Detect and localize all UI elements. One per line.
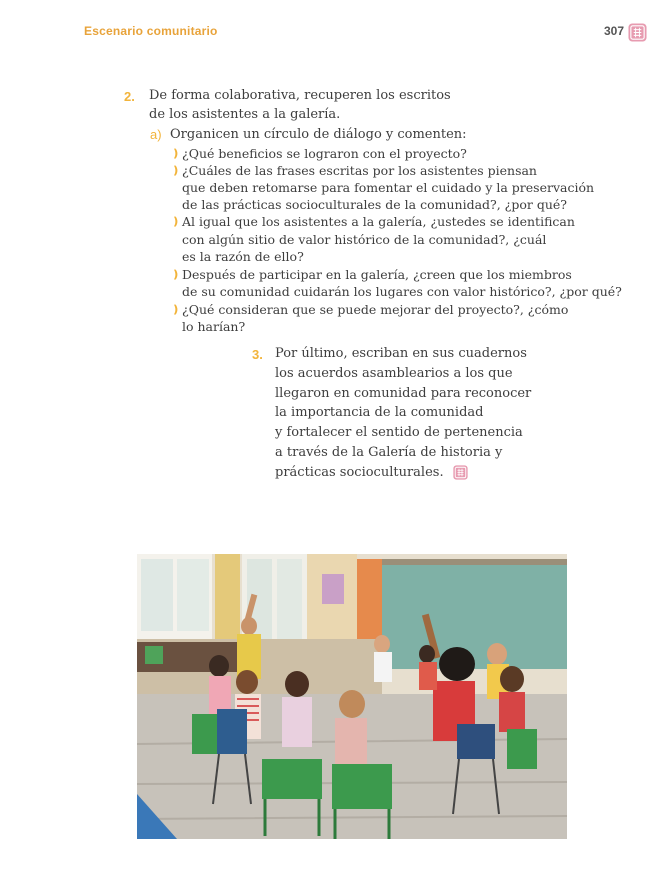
question-line: Al igual que los asistentes a la galería, ¿ustedes se identifican xyxy=(182,214,575,229)
community-glyph-icon xyxy=(453,465,468,480)
page-number: 307 xyxy=(604,24,625,38)
paragraph-line: Por último, escriban en sus cuadernos xyxy=(275,346,527,361)
bullet-icon: ❫ xyxy=(171,164,181,177)
paragraph-line: a través de la Galería de historia y xyxy=(275,445,503,460)
paragraph-line: la importancia de la comunidad xyxy=(275,405,484,420)
paragraph-line: y fortalecer el sentido de pertenencia xyxy=(275,425,523,440)
paragraph-line: de los asistentes a la galería. xyxy=(149,107,341,122)
paragraph-line: prácticas socioculturales. xyxy=(275,465,444,480)
question-line: ¿Qué beneficios se lograron con el proyecto? xyxy=(182,146,467,161)
question-line: de su comunidad cuidarán los lugares con valor histórico?, ¿por qué? xyxy=(182,284,622,299)
bullet-icon: ❫ xyxy=(171,147,181,160)
sub-item-text: Organicen un círculo de diálogo y comenten: xyxy=(170,127,467,142)
paragraph-line: De forma colaborativa, recuperen los escritos xyxy=(149,88,451,103)
question-line: que deben retomarse para fomentar el cuidado y la preservación xyxy=(182,180,595,195)
classroom-photo xyxy=(137,554,567,839)
paragraph-line: llegaron en comunidad para reconocer xyxy=(275,386,532,401)
paragraph-line: los acuerdos asamblearios a los que xyxy=(275,366,513,381)
question-line: lo harían? xyxy=(182,319,246,334)
bullet-icon: ❫ xyxy=(171,268,181,281)
question-line: ¿Cuáles de las frases escritas por los asistentes piensan xyxy=(182,163,537,178)
sub-item-letter: a) xyxy=(150,127,162,142)
bullet-icon: ❫ xyxy=(171,303,181,316)
question-line: con algún sitio de valor histórico de la comunidad?, ¿cuál xyxy=(182,232,547,247)
community-glyph-icon xyxy=(628,23,647,42)
question-line: Después de participar en la galería, ¿creen que los miembros xyxy=(182,267,572,282)
bullet-icon: ❫ xyxy=(171,215,181,228)
question-line: de las prácticas socioculturales de la comunidad?, ¿por qué? xyxy=(182,197,568,212)
question-line: es la razón de ello? xyxy=(182,249,304,264)
item-number: 3. xyxy=(252,347,263,362)
section-title: Escenario comunitario xyxy=(84,24,218,38)
item-number: 2. xyxy=(124,89,135,104)
question-line: ¿Qué consideran que se puede mejorar del proyecto?, ¿cómo xyxy=(182,302,569,317)
